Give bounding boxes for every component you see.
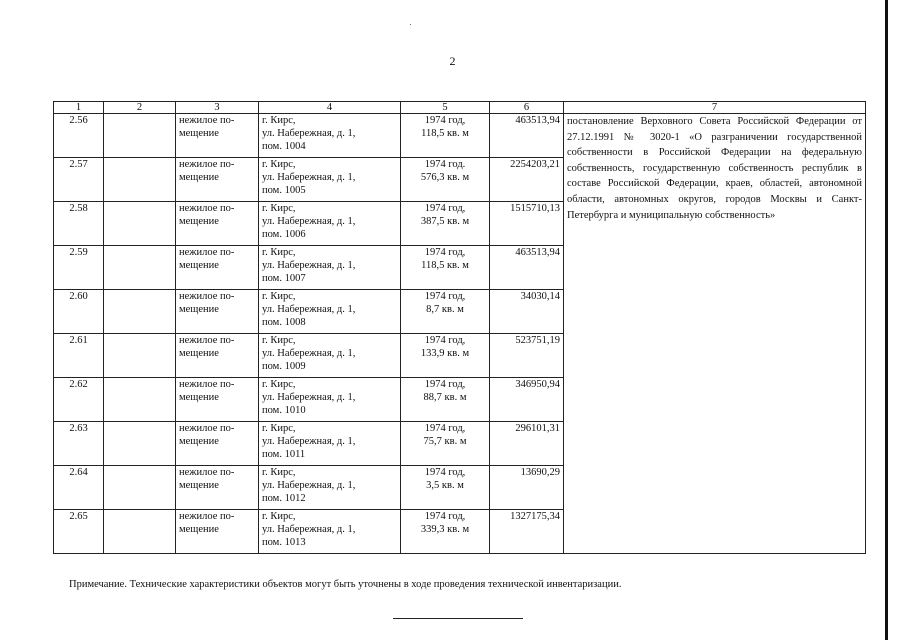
empty-cell	[104, 510, 176, 554]
object-name	[176, 158, 259, 202]
object-name	[176, 246, 259, 290]
address-line: ул. Набережная, д. 1,	[262, 216, 356, 227]
object-address	[259, 466, 401, 510]
empty-cell	[104, 202, 176, 246]
row-number: 2.62	[54, 378, 104, 422]
table-row	[54, 114, 866, 158]
object-specs	[401, 378, 490, 422]
row-number: 2.63	[54, 422, 104, 466]
col-header-5: 5	[401, 102, 490, 114]
object-name-line: нежилое по-	[179, 423, 235, 434]
spec-line: 387,5 кв. м	[420, 216, 470, 227]
address-line: г. Кирс,	[262, 379, 296, 390]
row-number: 2.56	[54, 114, 104, 158]
empty-cell	[104, 466, 176, 510]
address-line: ул. Набережная, д. 1,	[262, 260, 356, 271]
object-name	[176, 114, 259, 158]
object-name	[176, 510, 259, 554]
row-number: 2.61	[54, 334, 104, 378]
object-specs	[401, 290, 490, 334]
empty-cell	[104, 422, 176, 466]
row-number: 2.58	[54, 202, 104, 246]
address-line: г. Кирс,	[262, 467, 296, 478]
col-header-3: 3	[176, 102, 259, 114]
empty-cell	[104, 290, 176, 334]
object-name-line: нежилое по-	[179, 335, 235, 346]
object-specs	[401, 158, 490, 202]
address-line: пом. 1010	[262, 405, 306, 416]
col-header-1: 1	[54, 102, 104, 114]
empty-cell	[104, 158, 176, 202]
object-name-line: нежилое по-	[179, 291, 235, 302]
object-address	[259, 202, 401, 246]
spec-line: 1974 год,	[424, 291, 466, 302]
object-cost: 523751,19	[490, 334, 564, 378]
object-name-line: мещение	[179, 348, 219, 359]
object-address	[259, 290, 401, 334]
spec-line: 3,5 кв. м	[426, 480, 464, 491]
property-table	[53, 101, 866, 554]
object-name-line: мещение	[179, 260, 219, 271]
object-specs	[401, 510, 490, 554]
address-line: ул. Набережная, д. 1,	[262, 348, 356, 359]
spec-line: 1974 год,	[424, 203, 466, 214]
address-line: ул. Набережная, д. 1,	[262, 480, 356, 491]
object-specs	[401, 422, 490, 466]
address-line: ул. Набережная, д. 1,	[262, 436, 356, 447]
spec-line: 339,3 кв. м	[420, 524, 470, 535]
object-name-line: мещение	[179, 392, 219, 403]
spec-line: 75,7 кв. м	[423, 436, 467, 447]
object-address	[259, 510, 401, 554]
object-address	[259, 422, 401, 466]
spec-line: 576,3 кв. м	[420, 172, 470, 183]
spec-line: 1974 год,	[424, 247, 466, 258]
object-cost: 346950,94	[490, 378, 564, 422]
empty-cell	[104, 334, 176, 378]
spec-line: 1974 год,	[424, 379, 466, 390]
address-line: ул. Набережная, д. 1,	[262, 392, 356, 403]
address-line: пом. 1006	[262, 229, 306, 240]
object-name-line: нежилое по-	[179, 511, 235, 522]
address-line: пом. 1012	[262, 493, 306, 504]
address-line: пом. 1013	[262, 537, 306, 548]
object-cost: 296101,31	[490, 422, 564, 466]
object-name-line: нежилое по-	[179, 159, 235, 170]
row-number: 2.64	[54, 466, 104, 510]
object-name	[176, 378, 259, 422]
address-line: ул. Набережная, д. 1,	[262, 304, 356, 315]
spec-line: 1974 год,	[424, 423, 466, 434]
empty-cell	[104, 246, 176, 290]
object-address	[259, 114, 401, 158]
address-line: ул. Набережная, д. 1,	[262, 172, 356, 183]
spec-line: 133,9 кв. м	[420, 348, 470, 359]
address-line: пом. 1004	[262, 141, 306, 152]
address-line: ул. Набережная, д. 1,	[262, 128, 356, 139]
object-name-line: мещение	[179, 480, 219, 491]
object-cost: 1515710,13	[490, 202, 564, 246]
object-name-line: мещение	[179, 216, 219, 227]
address-line: пом. 1009	[262, 361, 306, 372]
address-line: ул. Набережная, д. 1,	[262, 524, 356, 535]
object-address	[259, 246, 401, 290]
col-header-6: 6	[490, 102, 564, 114]
object-name-line: нежилое по-	[179, 379, 235, 390]
address-line: г. Кирс,	[262, 511, 296, 522]
legal-basis: постановление Верховного Совета Российской Федерации от 27.12.1991 № 3020-1 «О разграничении государственной собственности в Российской Федерации на федеральную собственность, государственную собственность республик в составе Российской Федерации, краев, областей, автономной области, автономных округов, городов Москвы и Санкт-Петербурга и муниципальную собственность»	[564, 114, 866, 554]
object-name	[176, 422, 259, 466]
object-name-line: мещение	[179, 304, 219, 315]
object-specs	[401, 202, 490, 246]
empty-cell	[104, 378, 176, 422]
object-name-line: нежилое по-	[179, 203, 235, 214]
spec-line: 118,5 кв. м	[421, 260, 469, 271]
note: Примечание. Технические характеристики объектов могут быть уточнены в ходе проведения технической инвентаризации.	[69, 579, 622, 590]
object-name	[176, 334, 259, 378]
object-cost: 1327175,34	[490, 510, 564, 554]
spec-line: 118,5 кв. м	[421, 128, 469, 139]
object-name	[176, 290, 259, 334]
spec-line: 1974 год,	[424, 467, 466, 478]
object-cost: 2254203,21	[490, 158, 564, 202]
object-name-line: мещение	[179, 128, 219, 139]
row-number: 2.60	[54, 290, 104, 334]
spec-line: 1974 год,	[424, 511, 466, 522]
address-line: г. Кирс,	[262, 115, 296, 126]
address-line: г. Кирс,	[262, 247, 296, 258]
header-row	[54, 102, 866, 114]
address-line: г. Кирс,	[262, 335, 296, 346]
footer-rule	[393, 618, 523, 619]
object-specs	[401, 334, 490, 378]
spec-line: 1974 год,	[424, 115, 466, 126]
scan-speck	[410, 24, 411, 25]
object-name-line: мещение	[179, 436, 219, 447]
binding-mark	[885, 0, 888, 640]
spec-line: 1974 год.	[424, 159, 466, 170]
object-name	[176, 202, 259, 246]
col-header-2: 2	[104, 102, 176, 114]
object-address	[259, 334, 401, 378]
object-name-line: нежилое по-	[179, 467, 235, 478]
object-name-line: нежилое по-	[179, 247, 235, 258]
row-number: 2.59	[54, 246, 104, 290]
object-cost: 13690,29	[490, 466, 564, 510]
address-line: пом. 1005	[262, 185, 306, 196]
address-line: г. Кирс,	[262, 423, 296, 434]
address-line: пом. 1008	[262, 317, 306, 328]
object-specs	[401, 466, 490, 510]
object-cost: 463513,94	[490, 114, 564, 158]
object-cost: 34030,14	[490, 290, 564, 334]
spec-line: 88,7 кв. м	[423, 392, 467, 403]
object-address	[259, 378, 401, 422]
object-name-line: мещение	[179, 172, 219, 183]
object-specs	[401, 246, 490, 290]
object-name	[176, 466, 259, 510]
address-line: пом. 1011	[262, 449, 306, 460]
page-number: 2	[449, 54, 456, 68]
spec-line: 8,7 кв. м	[426, 304, 464, 315]
address-line: пом. 1007	[262, 273, 306, 284]
col-header-4: 4	[259, 102, 401, 114]
object-address	[259, 158, 401, 202]
address-line: г. Кирс,	[262, 159, 296, 170]
address-line: г. Кирс,	[262, 291, 296, 302]
object-specs	[401, 114, 490, 158]
row-number: 2.57	[54, 158, 104, 202]
object-cost: 463513,94	[490, 246, 564, 290]
col-header-7: 7	[564, 102, 866, 114]
object-name-line: мещение	[179, 524, 219, 535]
object-name-line: нежилое по-	[179, 115, 235, 126]
empty-cell	[104, 114, 176, 158]
spec-line: 1974 год,	[424, 335, 466, 346]
row-number: 2.65	[54, 510, 104, 554]
address-line: г. Кирс,	[262, 203, 296, 214]
